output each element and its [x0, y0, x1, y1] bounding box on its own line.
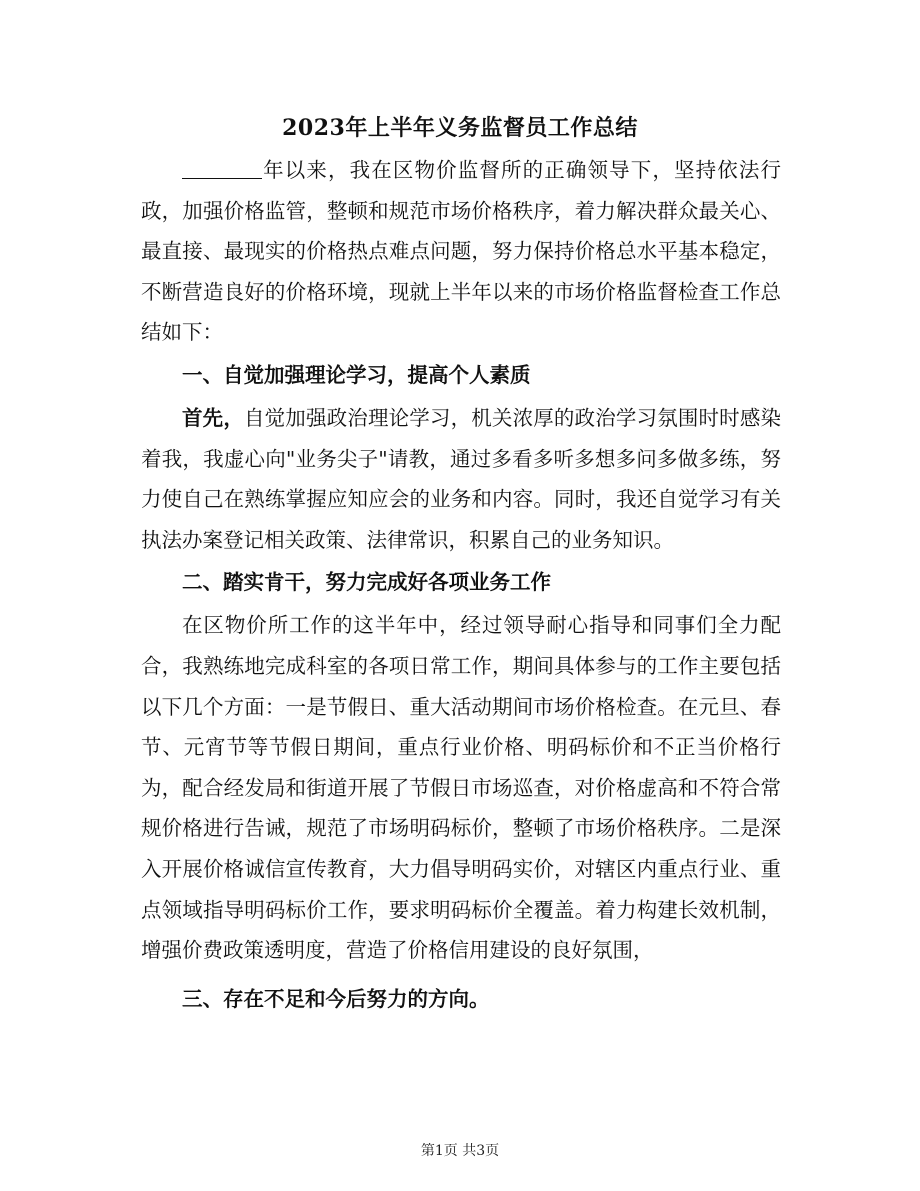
page-footer: 第1页 共3页 [420, 1143, 500, 1159]
section-1-paragraph [141, 398, 781, 560]
document-title: 2023年上半年义务监督员工作总结 [282, 115, 638, 141]
intro-text: 年以来，我在区物价监督所的正确领导下，坚持依法行政，加强价格监管，整顿和规范市场价格秩序，着力解决群众最关心、最直接、最现实的价格热点难点问题，努力保持价格总水平基本稳定，不断营造良好的价格环境，现就上半年以来的市场价格监督检查工作总结如下： [141, 158, 781, 345]
section-1-text: 自觉加强政治理论学习，机关浓厚的政治学习氛围时时感染着我，我虚心向"业务尖子"请教，通过多看多听多想多问多做多练，努力使自己在熟练掌握应知应会的业务和内容。同时，我还自觉学习有关执法办案登记相关政策、法律常识，积累自己的业务知识。 [141, 405, 782, 552]
document-body [141, 150, 781, 1022]
section-1-lead: 首先， [182, 405, 244, 430]
section-1-heading: 一、自觉加强理论学习，提高个人素质 [182, 362, 531, 387]
section-2-paragraph: 在区物价所工作的这半年中，经过领导耐心指导和同事们全力配合，我熟练地完成科室的各项日常工作，期间具体参与的工作主要包括以下几个方面：一是节假日、重大活动期间市场价格检查。在元旦、春节、元宵节等节假日期间，重点行业价格、明码标价和不正当价格行为，配合经发局和街道开展了节假日市场巡查，对价格虚高和不符合常规价格进行告诫，规范了市场明码标价，整顿了市场价格秩序。二是深入开展价格诚信宣传教育，大力倡导明码实价，对辖区内重点行业、重点领域指导明码标价工作，要求明码标价全覆盖。着力构建长效机制，增强价费政策透明度，营造了价格信用建设的良好氛围， [141, 613, 781, 963]
section-2-heading: 二、踏实肯干，努力完成好各项业务工作 [182, 570, 551, 595]
blank-fill-line [182, 156, 262, 179]
intro-paragraph [141, 150, 781, 353]
section-3-heading: 三、存在不足和今后努力的方向。 [182, 986, 490, 1011]
